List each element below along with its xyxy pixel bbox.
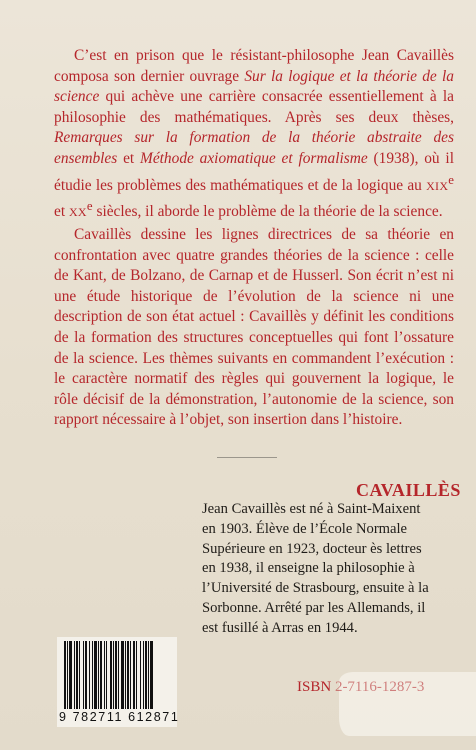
isbn-label: ISBN	[297, 679, 332, 695]
century-numeral: XIX	[426, 178, 449, 193]
bio-line: est fusillé à Arras en 1944.	[202, 619, 358, 636]
barcode-bar	[115, 641, 117, 709]
barcode-bar	[127, 641, 129, 709]
barcode-bar	[79, 641, 80, 709]
barcode-bar	[76, 641, 78, 709]
barcode-bar	[133, 641, 135, 709]
barcode-bars	[62, 641, 172, 709]
book-title-logique: Sur la logique et la théorie de la science	[54, 67, 454, 106]
barcode-bar	[64, 641, 66, 709]
barcode-bar	[85, 641, 87, 709]
cover-blurb	[54, 46, 454, 431]
bio-line: Supérieure en 1923, docteur ès lettres	[202, 540, 422, 557]
barcode-bar	[121, 641, 124, 709]
blurb-text: qui achève une carrière consacrée essentiellement à la philosophie des mathématiques. Après ses deux thèses,	[54, 88, 454, 126]
blurb-paragraph-1	[54, 46, 454, 223]
bio-line: Jean Cavaillès est né à Saint-Maixent	[202, 501, 421, 517]
barcode-bar	[140, 641, 141, 709]
barcode-bar	[83, 641, 84, 709]
blurb-text: et	[54, 203, 69, 221]
section-divider	[217, 457, 277, 458]
barcode-bar	[110, 641, 112, 709]
barcode-bar	[89, 641, 90, 709]
blurb-text: C’est en prison que le résistant-philosophe Jean Cavaillès composa son dernier ouvrage	[54, 47, 454, 85]
bio-line: Sorbonne. Arrêté par les Allemands, il	[202, 599, 426, 616]
bio-line: l’Université de Strasbourg, ensuite à la	[202, 580, 429, 597]
isbn	[297, 679, 424, 696]
isbn-number: 2-7116-1287-3	[334, 679, 425, 695]
author-bio	[202, 500, 452, 639]
book-title-methode: Méthode axiomatique et formalisme	[140, 149, 368, 167]
blurb-text: (1938), où il étudie les problèmes des mathématiques et de la logique au	[54, 149, 454, 194]
ordinal-suffix: e	[448, 172, 454, 187]
barcode-bar	[136, 641, 137, 709]
barcode-bar	[69, 641, 72, 709]
blurb-text: et	[117, 149, 140, 167]
ordinal-suffix: e	[86, 199, 93, 214]
barcode-bar	[150, 641, 153, 709]
barcode-bar	[67, 641, 68, 709]
barcode-bar	[106, 641, 107, 709]
barcode-bar	[100, 641, 102, 709]
barcode-bar	[104, 641, 105, 709]
barcode-bar	[148, 641, 149, 709]
barcode-bar	[125, 641, 126, 709]
ean-barcode	[57, 637, 180, 727]
blurb-paragraph-2: Cavaillès dessine les lignes directrices de sa théorie en confrontation avec quatre grandes théories de la science : celle de Kant, de Bolzano, de Carnap et de Husserl. Son écrit n’est ni une étude historique de l’évolution de la science ni une description de son état actuel : Cavaillès y définit les conditions de la formation des structures conceptuelles qui font l’ossature de la science. Les thèmes suivants en commandent l’exécution : le caractère normatif des règles qui gouvernent la logique, le rôle décisif de la démonstration, l’autonomie de la science, son rapport nécessaire à l’objet, son insertion dans l’histoire.	[54, 226, 454, 429]
author-name: CAVAILLÈS	[356, 480, 461, 500]
book-title-remarques: Remarques sur la formation de la théorie abstraite des ensembles	[54, 129, 454, 167]
barcode-bar	[94, 641, 97, 709]
barcode-bar	[130, 641, 131, 709]
barcode-bar	[143, 641, 144, 709]
barcode-bar	[118, 641, 119, 709]
blurb-text: siècles, il aborde le problème de la théorie de la science.	[92, 203, 443, 221]
century-numeral: XX	[68, 205, 87, 220]
barcode-bar	[145, 641, 147, 709]
barcode-digits: 9 782711 612871	[59, 710, 180, 724]
barcode-bar	[113, 641, 114, 709]
barcode-bar	[74, 641, 75, 709]
barcode-bar	[98, 641, 99, 709]
bio-line: en 1903. Élève de l’École Normale	[202, 520, 408, 537]
barcode-bar	[92, 641, 93, 709]
bio-line: en 1938, il enseigne la philosophie à	[202, 560, 415, 577]
